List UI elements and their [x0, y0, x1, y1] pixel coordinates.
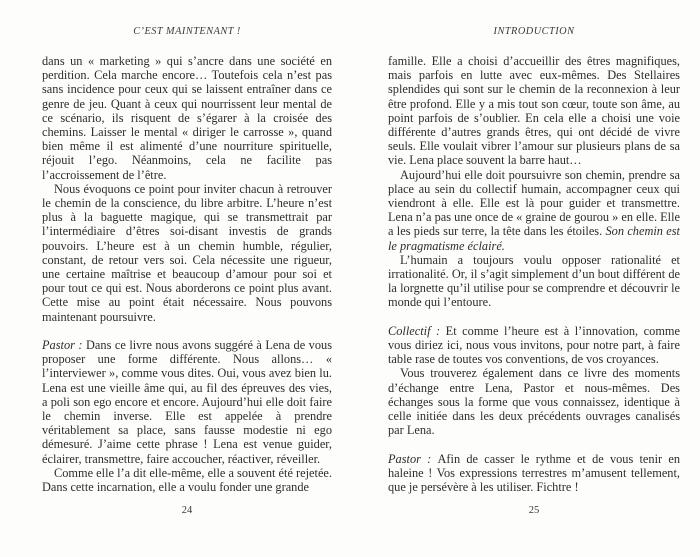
italic-sentence: Son chemin est le pragmatisme éclairé. — [388, 224, 680, 253]
paragraph-text: Afin de casser le rythme et de vous tenir en haleine ! Vos expressions terrestres m’amusent tellement, que je persévère à les utiliser. Fichtre ! — [388, 451, 681, 495]
left-page — [42, 26, 332, 494]
paragraph-text: Aujourd’hui elle doit poursuivre son chemin, prendre sa place au sein du collectif humain, accompagner ceux qui viendront à elle. Elle est là pour guider et transmettre. Lena n’a pas une once de « graine de gourou » en elle. Elle a les pieds sur terre, la tête dans les étoiles. — [388, 167, 681, 239]
running-header-left: C’EST MAINTENANT ! — [133, 26, 241, 37]
paragraph-pastor — [388, 452, 680, 495]
paragraph — [42, 466, 332, 494]
speaker-label: Pastor : — [42, 338, 87, 353]
paragraph — [388, 168, 680, 253]
right-page — [388, 26, 680, 494]
paragraph-collectif — [388, 324, 680, 367]
paragraph — [42, 182, 332, 324]
paragraph-text: L’humain a toujours voulu opposer rationalité et irrationalité. Or, il s’agit simplement d’un bout différent de la lorgnette qu’il utilise pour se comprendre et découvrir le monde qui l’entoure. — [388, 252, 680, 310]
speaker-label: Pastor : — [388, 451, 438, 466]
paragraph-text: Nous évoquons ce point pour inviter chacun à retrouver le chemin de la conscience, du libre arbitre. L’heure n’est plus à la baguette magique, qui se transmettrait par l’intermédiaire d’êtres soi-disant investis de grands pouvoirs. L’heure est à un chemin humble, régulier, constant, de retour vers soi. Cela nécessite une rigueur, une certaine maîtrise et beaucoup d’amour pour soi et pour tout ce qui est. Nous aborderons ce point plus avant. Cette mise au point était nécessaire. Nous pouvons maintenant poursuivre. — [42, 181, 332, 324]
paragraph — [388, 54, 680, 168]
page-number-right: 25 — [528, 505, 540, 516]
speaker-label: Collectif : — [388, 323, 446, 338]
running-header-right: INTRODUCTION — [493, 26, 575, 37]
paragraph-text: Et comme l’heure est à l’innovation, comme vous diriez ici, nous vous invitons, pour notre part, à faire table rase de toutes vos conventions, de vos croyances. — [388, 323, 681, 367]
paragraph-text: Vous trouverez également dans ce livre des moments d’échange entre Lena, Pastor et nous-mêmes. Des échanges sous la forme que vous connaissez, identique à celle initiée dans les deux précédents ouvrages canalisés par Lena. — [388, 366, 680, 438]
left-page-body — [42, 54, 332, 494]
right-page-body — [388, 54, 680, 494]
page-number-left: 24 — [181, 505, 193, 516]
paragraph-text: famille. Elle a choisi d’accueillir des êtres magnifiques, mais parfois en lutte avec eux-mêmes. Des Stellaires splendides qui sont sur le chemin de la reconnexion à leur être profond. Elle y a mis tout son cœur, toute son âme, au point parfois de s’oublier. En cela elle a choisi une voie différente d’autres grands êtres, qui ont décidé de vivre seuls. Elle voulait vibrer l’amour sur plusieurs plans de sa vie. Lena place souvent la barre haut… — [388, 54, 680, 168]
paragraph — [42, 54, 332, 182]
paragraph-pastor — [42, 338, 332, 466]
paragraph — [388, 366, 680, 437]
paragraph — [388, 253, 680, 310]
paragraph-text: Dans ce livre nous avons suggéré à Lena de vous proposer une forme différente. Nous allons… « l’interviewer », comme vous dites. Oui, vous avez bien lu. Lena est une vieille âme qui, au fil des épreuves des vies, a poli son ego encore et encore. Aujourd’hui elle doit faire le chemin inverse. Elle est appelée à prendre véritablement sa place, sans fausse modestie ni ego démesuré. J’aime cette phrase ! Lena est venue guider, éclairer, transmettre, faire accoucher, réactiver, réveiller. — [42, 338, 333, 466]
paragraph-text: dans un « marketing » qui s’ancre dans une société en perdition. Cela marche encore… Toutefois cela n’est pas sans incidence pour ceux qui se laissent entraîner dans ce genre de jeu. Quant à ceux qui nourrissent leur mental de ce scénario, ils risquent de s’égarer à la croisée des chemins. Laisser le mental « diriger le carrosse », quand bien même il est alimenté d’une nourriture spirituelle, réjouit l’ego. Néanmoins, cela ne facilite pas l’accroissement de l’être. — [42, 54, 332, 182]
paragraph-text: Comme elle l’a dit elle-même, elle a souvent été rejetée. Dans cette incarnation, elle a voulu fonder une grande — [42, 465, 332, 495]
